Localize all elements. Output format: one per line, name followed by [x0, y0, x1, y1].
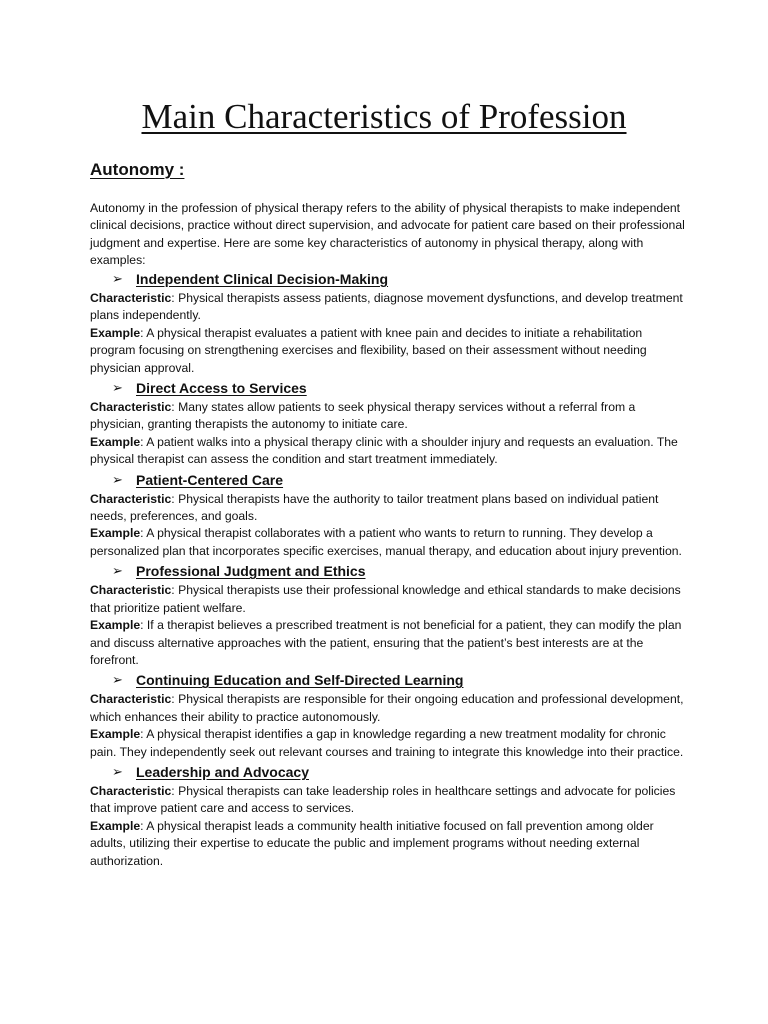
- example-label: Example: [90, 618, 141, 633]
- characteristic-paragraph: Characteristic: Many states allow patients to seek physical therapy services without a referral from a physician, granting therapists the autonomy to initiate care.: [90, 400, 636, 432]
- example-paragraph: Example: A physical therapist leads a community health initiative focused on fall prevention among older adults, utilizing their expertise to educate the public and implement programs without needing external authorization.: [90, 818, 654, 868]
- characteristic-paragraph: Characteristic: Physical therapists are responsible for their ongoing education and professional development, which enhances their ability to practice autonomously.: [90, 692, 684, 724]
- example-paragraph: Example: A patient walks into a physical therapy clinic with a shoulder injury and requests an evaluation. The physical therapist can assess the condition and start treatment immediately.: [90, 434, 678, 467]
- example-text: A physical therapist evaluates a patient with knee pain and decides to initiate a rehabilitation program focusing on strengthening exercises and flexibility, based on their assessment without needing physician approval.: [90, 325, 647, 375]
- characteristic-label: Characteristic: [90, 491, 172, 506]
- characteristic-label: Characteristic: [90, 783, 172, 798]
- characteristic-paragraph: Characteristic: Physical therapists can take leadership roles in healthcare settings and advocate for policies that improve patient care and access to services.: [90, 783, 676, 816]
- arrow-bullet-icon: ➢: [112, 471, 123, 487]
- characteristic-text: Many states allow patients to seek physical therapy services without a referral from a physician, granting therapists the autonomy to initiate care.: [90, 400, 636, 432]
- characteristic-text: Physical therapists can take leadership roles in healthcare settings and advocate for policies that improve patient care and access to services.: [90, 783, 676, 816]
- example-paragraph: Example: A physical therapist collaborates with a patient who wants to return to running. They develop a personalized plan that incorporates specific exercises, manual therapy, and education about injury prevention.: [90, 526, 682, 558]
- list-item: [90, 377, 690, 469]
- example-label: Example: [90, 434, 141, 449]
- example-paragraph: Example: A physical therapist identifies a gap in knowledge regarding a new treatment modality for chronic pain. They independently seek out relevant courses and training to integrate this knowledge into their practice.: [90, 727, 684, 759]
- characteristic-paragraph: Characteristic: Physical therapists assess patients, diagnose movement dysfunctions, and develop treatment plans independently.: [90, 291, 683, 323]
- characteristic-paragraph: Characteristic: Physical therapists have the authority to tailor treatment plans based on individual patient needs, preferences, and goals.: [90, 491, 659, 524]
- list-item-heading: [90, 469, 690, 491]
- item-title: Professional Judgment and Ethics: [136, 563, 366, 580]
- characteristic-paragraph: Characteristic: Physical therapists use their professional knowledge and ethical standards to make decisions that prioritize patient welfare.: [90, 583, 681, 615]
- example-paragraph: Example: A physical therapist evaluates a patient with knee pain and decides to initiate a rehabilitation program focusing on strengthening exercises and flexibility, based on their assessment without needing physician approval.: [90, 325, 647, 375]
- example-paragraph: Example: If a therapist believes a prescribed treatment is not beneficial for a patient, they can modify the plan and discuss alternative approaches with the patient, ensuring that the patient’s best interests are at the forefront.: [90, 618, 682, 667]
- list-item-heading: [90, 669, 690, 691]
- list-item-heading: [90, 377, 690, 399]
- list-item: [90, 268, 690, 377]
- section-heading: Autonomy :: [90, 160, 185, 179]
- characteristic-label: Characteristic: [90, 583, 172, 598]
- section-intro: Autonomy in the profession of physical therapy refers to the ability of physical therapists to make independent clinical decisions, practice without direct supervision, and advocate for patient care based on their professional judgment and expertise. Here are some key characteristics of autonomy in physical therapy, along with examples:: [90, 201, 685, 268]
- item-title: Leadership and Advocacy: [136, 763, 309, 780]
- example-label: Example: [90, 818, 141, 833]
- arrow-bullet-icon: ➢: [112, 672, 123, 688]
- list-item: [90, 469, 690, 561]
- list-item: [90, 761, 690, 870]
- list-item-heading: [90, 268, 690, 290]
- characteristics-list: [90, 268, 690, 870]
- list-item-heading: [90, 560, 690, 582]
- characteristic-label: Characteristic: [90, 400, 172, 415]
- example-text: A physical therapist collaborates with a patient who wants to return to running. They develop a personalized plan that incorporates specific exercises, manual therapy, and education about injury prevention.: [90, 526, 682, 558]
- arrow-bullet-icon: ➢: [112, 380, 123, 396]
- characteristic-text: Physical therapists assess patients, diagnose movement dysfunctions, and develop treatment plans independently.: [90, 291, 683, 323]
- arrow-bullet-icon: ➢: [112, 563, 123, 579]
- characteristic-text: Physical therapists are responsible for their ongoing education and professional development, which enhances their ability to practice autonomously.: [90, 692, 684, 724]
- characteristic-label: Characteristic: [90, 692, 172, 707]
- example-text: A physical therapist leads a community health initiative focused on fall prevention among older adults, utilizing their expertise to educate the public and implement programs without needing external authorization.: [90, 818, 654, 868]
- example-label: Example: [90, 727, 141, 742]
- example-text: A physical therapist identifies a gap in knowledge regarding a new treatment modality for chronic pain. They independently seek out relevant courses and training to integrate this knowledge into their practice.: [90, 727, 684, 759]
- item-title: Independent Clinical Decision-Making: [136, 271, 389, 287]
- example-label: Example: [90, 325, 141, 340]
- arrow-bullet-icon: ➢: [112, 271, 123, 286]
- list-item: [90, 669, 690, 761]
- item-title: Continuing Education and Self-Directed Learning: [136, 672, 464, 689]
- item-title: Patient-Centered Care: [136, 471, 284, 488]
- list-item-heading: [90, 761, 690, 783]
- example-text: If a therapist believes a prescribed treatment is not beneficial for a patient, they can modify the plan and discuss alternative approaches with the patient, ensuring that the patient’s best interests are at the forefront.: [90, 618, 682, 667]
- page-title: Main Characteristics of Profession: [141, 97, 627, 136]
- example-text: A patient walks into a physical therapy clinic with a shoulder injury and requests an evaluation. The physical therapist can assess the condition and start treatment immediately.: [90, 434, 678, 467]
- item-title: Direct Access to Services: [136, 380, 307, 397]
- list-item: [90, 560, 690, 669]
- example-label: Example: [90, 526, 141, 541]
- characteristic-text: Physical therapists have the authority to tailor treatment plans based on individual patient needs, preferences, and goals.: [90, 491, 659, 524]
- characteristic-label: Characteristic: [90, 291, 172, 305]
- arrow-bullet-icon: ➢: [112, 763, 123, 779]
- characteristic-text: Physical therapists use their professional knowledge and ethical standards to make decisions that prioritize patient welfare.: [90, 583, 681, 615]
